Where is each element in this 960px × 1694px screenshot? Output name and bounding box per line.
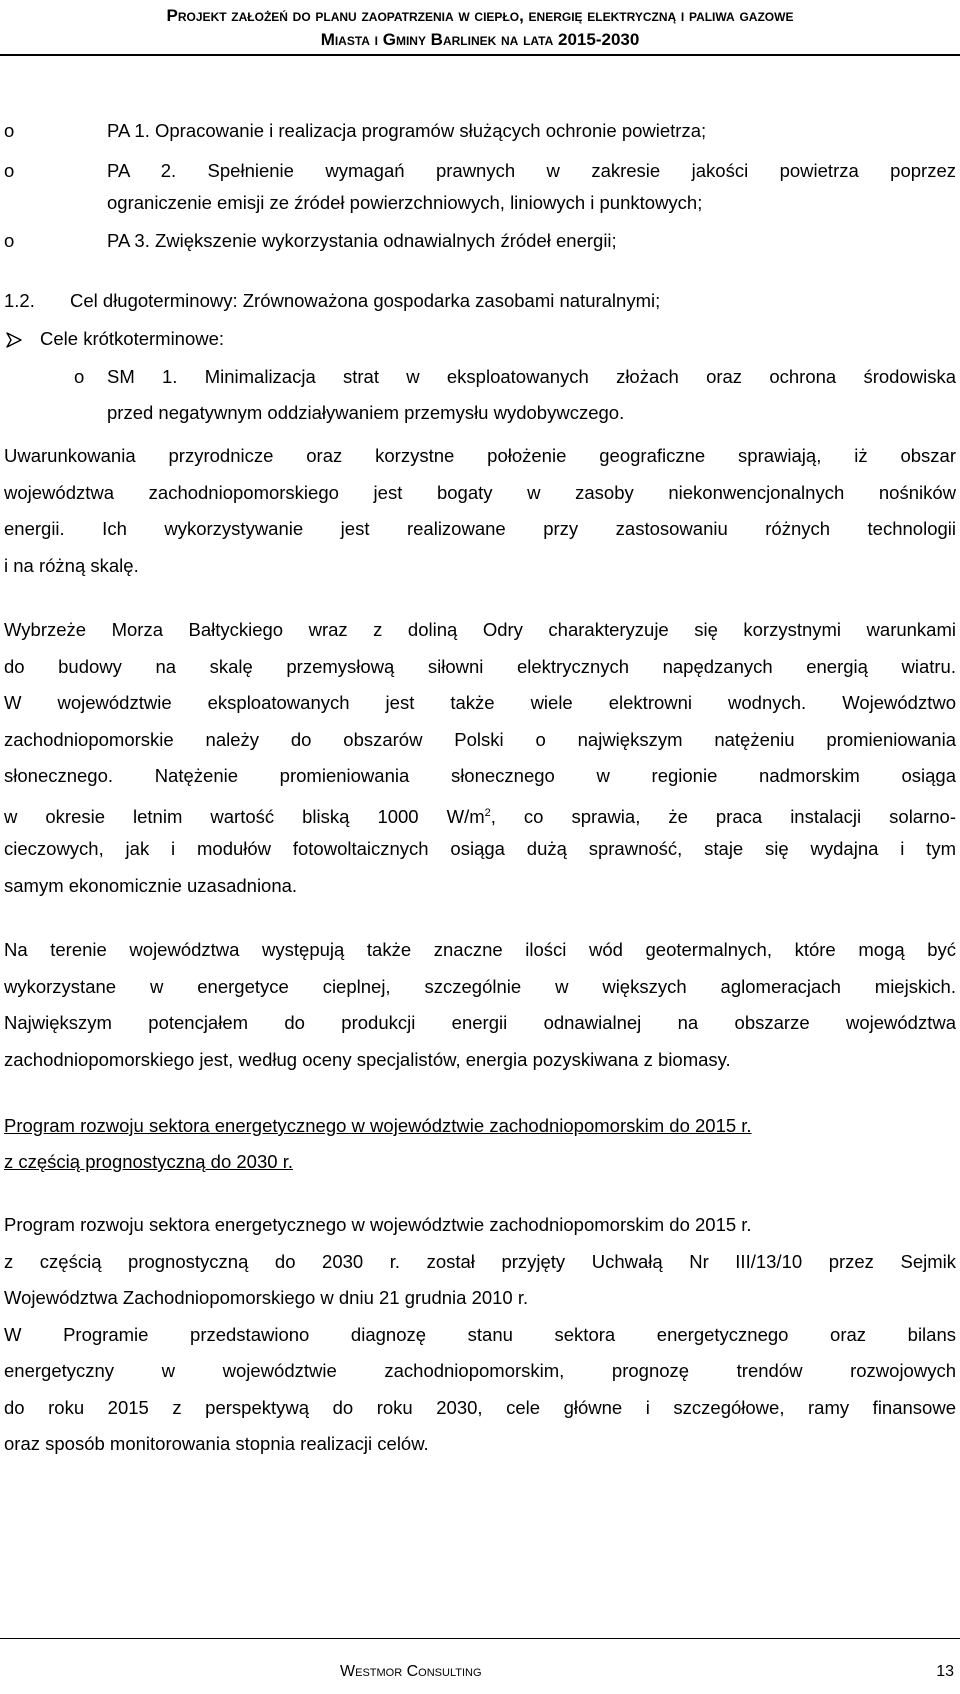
list-item-text: PA 3. Zwiększenie wykorzystania odnawialnych źródeł energii;: [107, 230, 617, 251]
header-divider: [0, 54, 960, 56]
paragraph-line: zachodniopomorskie należy do obszarów Polski o największym natężeniu promieniowania: [4, 729, 956, 750]
paragraph-line: do budowy na skalę przemysłową siłowni elektrycznych napędzanych energią wiatru.: [4, 656, 956, 677]
header-title-line2: Miasta i Gminy Barlinek na lata 2015-2030: [320, 30, 640, 49]
page-number: 13: [936, 1663, 954, 1680]
paragraph-line: słonecznego. Natężenie promieniowania słonecznego w regionie nadmorskim osiąga: [4, 765, 956, 786]
paragraph-line: samym ekonomicznie uzasadniona.: [4, 875, 298, 896]
paragraph-line: Na terenie województwa występują także znaczne ilości wód geotermalnych, które mogą być: [4, 939, 956, 960]
list-item-text: PA 1. Opracowanie i realizacja programów służących ochronie powietrza;: [107, 120, 707, 141]
paragraph-line: Największym potencjałem do produkcji energii odnawialnej na obszarze województwa: [4, 1012, 956, 1033]
paragraph-line: zachodniopomorskiego jest, według oceny specjalistów, energia pozyskiwana z biomasy.: [4, 1049, 731, 1070]
footer-divider: [0, 1638, 960, 1639]
short-goals-label: Cele krótkoterminowe:: [40, 328, 225, 349]
paragraph-line: do roku 2015 z perspektywą do roku 2030, cele główne i szczegółowe, ramy finansowe: [4, 1397, 956, 1418]
list-bullet: o: [74, 366, 85, 387]
paragraph-line: wykorzystane w energetyce cieplnej, szczególnie w większych aglomeracjach miejskich.: [4, 976, 956, 997]
paragraph-line: województwa zachodniopomorskiego jest bogaty w zasoby niekonwencjonalnych nośników: [4, 482, 956, 503]
paragraph-line: z częścią prognostyczną do 2030 r. został przyjęty Uchwałą Nr III/13/10 przez Sejmik: [4, 1251, 956, 1272]
goal-text: Cel długoterminowy: Zrównoważona gospodarka zasobami naturalnymi;: [70, 290, 661, 311]
paragraph-line: Wybrzeże Morza Bałtyckiego wraz z doliną Odry charakteryzuje się korzystnymi warunkami: [4, 619, 956, 640]
paragraph-segment: w okresie letnim wartość bliską 1000 W/m: [4, 806, 485, 828]
footer-company: Westmor Consulting: [340, 1663, 482, 1680]
arrow-bullet-icon: [6, 332, 22, 348]
paragraph-line: Województwa Zachodniopomorskiego w dniu 21 grudnia 2010 r.: [4, 1287, 529, 1308]
paragraph-line: W Programie przedstawiono diagnozę stanu sektora energetycznego oraz bilans: [4, 1324, 956, 1345]
paragraph-line: [4, 798, 956, 832]
section-heading: Program rozwoju sektora energetycznego w województwie zachodniopomorskim do 2015 r.: [4, 1115, 752, 1136]
goal-heading: [4, 286, 956, 316]
section-heading: z częścią prognostyczną do 2030 r.: [4, 1151, 293, 1172]
paragraph-line: cieczowych, jak i modułów fotowoltaicznych osiąga dużą sprawność, staje się wydajna i tym: [4, 838, 956, 859]
superscript: 2: [484, 807, 491, 819]
page-header: [0, 0, 960, 56]
paragraph-line: Program rozwoju sektora energetycznego w województwie zachodniopomorskim do 2015 r.: [4, 1214, 752, 1235]
paragraph-line: oraz sposób monitorowania stopnia realizacji celów.: [4, 1433, 429, 1454]
goal-number: 1.2.: [4, 290, 35, 311]
paragraph-line: energii. Ich wykorzystywanie jest realizowane przy zastosowaniu różnych technologii: [4, 518, 956, 539]
paragraph-line: energetyczny w województwie zachodniopomorskim, prognozę trendów rozwojowych: [4, 1360, 956, 1381]
list-bullet: o: [4, 120, 15, 141]
list-bullet: o: [4, 160, 15, 181]
list-bullet: o: [4, 230, 15, 251]
list-item-text: ograniczenie emisji ze źródeł powierzchniowych, liniowych i punktowych;: [107, 192, 703, 213]
paragraph-line: i na różną skalę.: [4, 555, 139, 576]
paragraph-segment: , co sprawia, że praca instalacji solarno-: [490, 806, 956, 828]
header-title-line1: Projekt założeń do planu zaopatrzenia w ciepło, energię elektryczną i paliwa gazowe: [166, 6, 794, 25]
list-item-text: SM 1. Minimalizacja strat w eksploatowanych złożach oraz ochrona środowiska: [107, 366, 956, 387]
paragraph-line: Uwarunkowania przyrodnicze oraz korzystne położenie geograficzne sprawiają, iż obszar: [4, 445, 956, 466]
list-item-text: przed negatywnym oddziaływaniem przemysłu wydobywczego.: [107, 402, 625, 423]
paragraph-line: W województwie eksploatowanych jest także wiele elektrowni wodnych. Województwo: [4, 692, 956, 713]
list-item-text: PA 2. Spełnienie wymagań prawnych w zakresie jakości powietrza poprzez: [107, 160, 956, 181]
